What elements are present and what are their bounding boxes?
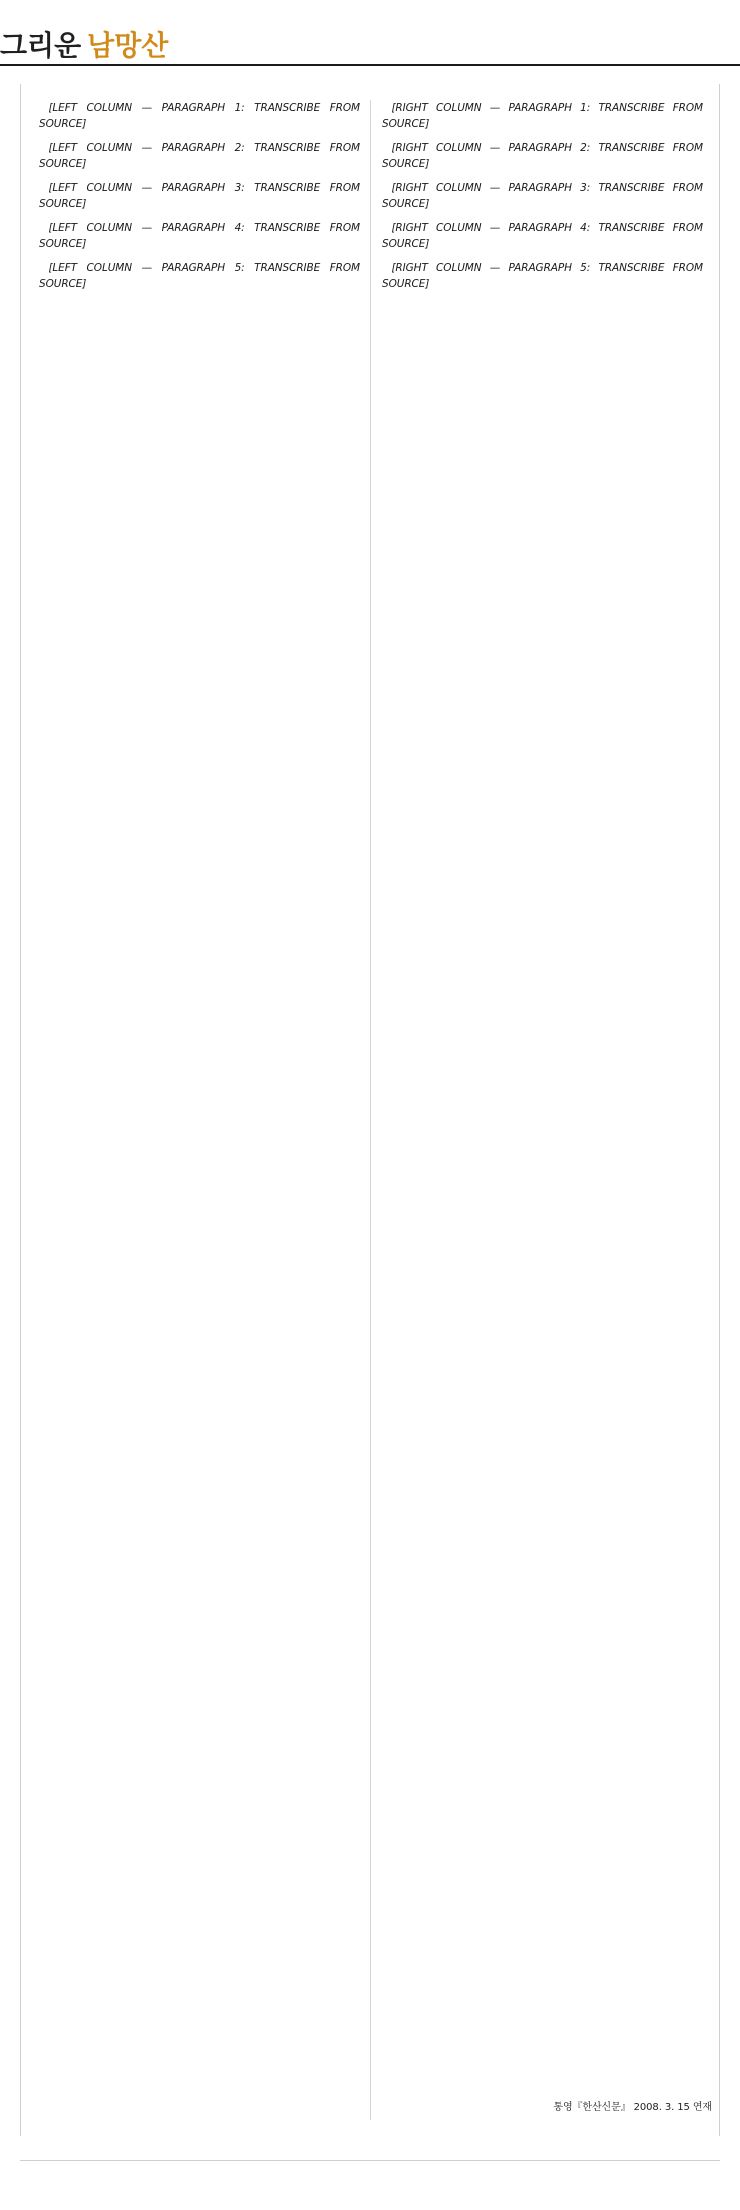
- right-paragraph-5: [RIGHT COLUMN — PARAGRAPH 5: TRANSCRIBE FROM SOURCE]: [382, 262, 703, 290]
- article-frame: [20, 84, 720, 2136]
- left-paragraph-4: [LEFT COLUMN — PARAGRAPH 4: TRANSCRIBE FROM SOURCE]: [39, 222, 360, 250]
- right-paragraph-1: [RIGHT COLUMN — PARAGRAPH 1: TRANSCRIBE FROM SOURCE]: [382, 102, 703, 130]
- page-title-part-2: 남망산: [87, 29, 169, 62]
- left-paragraph-3: [LEFT COLUMN — PARAGRAPH 3: TRANSCRIBE FROM SOURCE]: [39, 182, 360, 210]
- left-paragraph-2: [LEFT COLUMN — PARAGRAPH 2: TRANSCRIBE FROM SOURCE]: [39, 142, 360, 170]
- right-paragraph-3: [RIGHT COLUMN — PARAGRAPH 3: TRANSCRIBE FROM SOURCE]: [382, 182, 703, 210]
- column-divider: [370, 100, 371, 2120]
- right-paragraph-4: [RIGHT COLUMN — PARAGRAPH 4: TRANSCRIBE FROM SOURCE]: [382, 222, 703, 250]
- page-title: [0, 10, 168, 60]
- right-paragraph-2: [RIGHT COLUMN — PARAGRAPH 2: TRANSCRIBE FROM SOURCE]: [382, 142, 703, 170]
- left-column: [39, 84, 360, 2136]
- byline: 통영『한산신문』 2008. 3. 15 연재: [553, 2102, 712, 2113]
- left-paragraph-5: [LEFT COLUMN — PARAGRAPH 5: TRANSCRIBE FROM SOURCE]: [39, 262, 360, 290]
- title-underline: [0, 64, 740, 66]
- bottom-rule: [20, 2160, 720, 2161]
- article-columns: [39, 84, 703, 2136]
- left-paragraph-1: [LEFT COLUMN — PARAGRAPH 1: TRANSCRIBE FROM SOURCE]: [39, 102, 360, 130]
- page-title-part-1: 그리운: [0, 29, 82, 62]
- right-column: [382, 84, 703, 2136]
